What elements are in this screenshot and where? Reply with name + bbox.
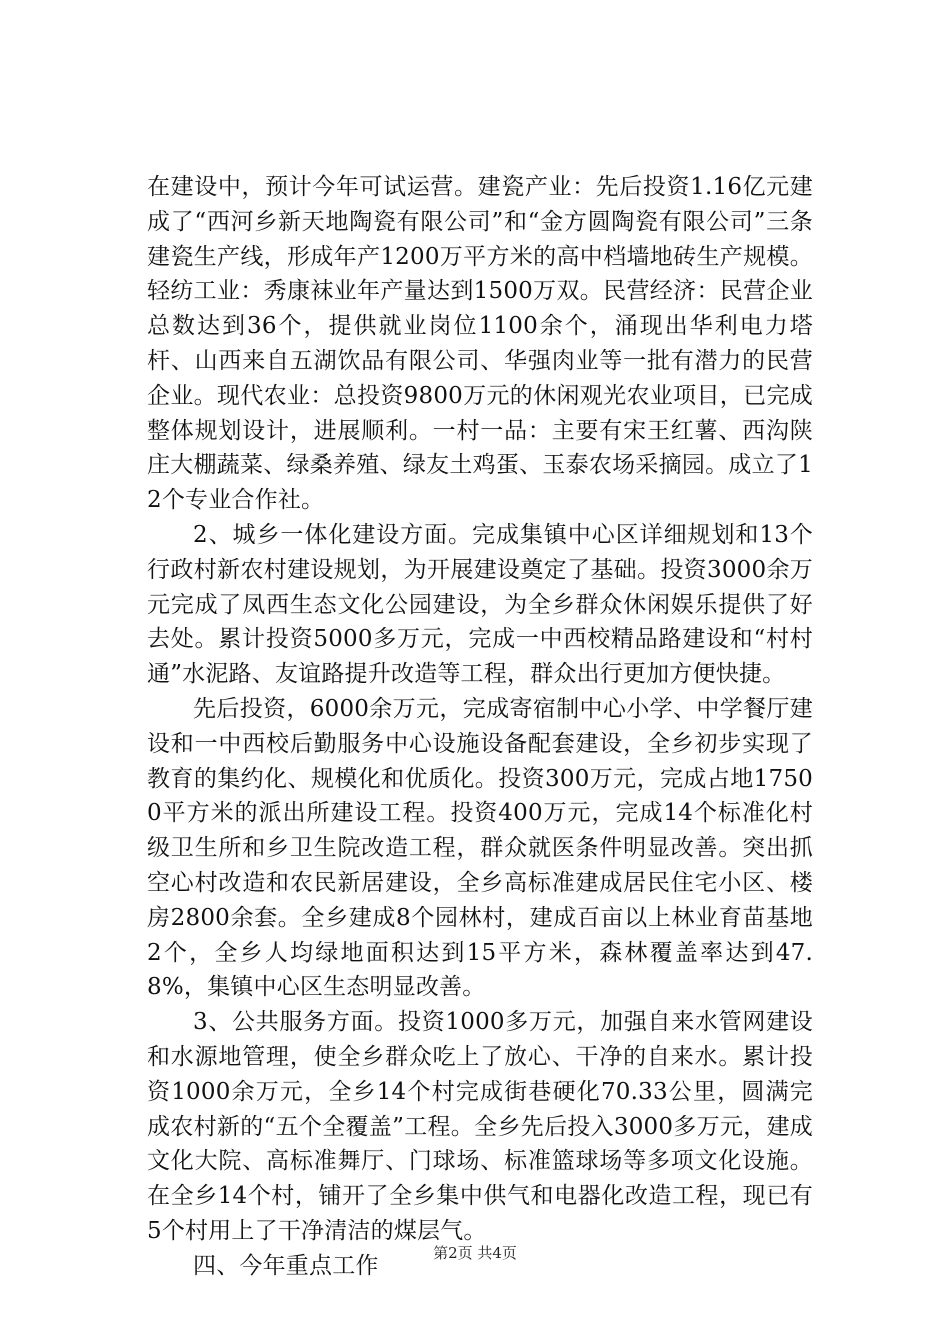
paragraph-urban-rural-integration: 2、城乡一体化建设方面。完成集镇中心区详细规划和13个行政村新农村建设规划，为开展建设奠定了基础。投资3000余万元完成了凤西生态文化公园建设，为全乡群众休闲娱乐提供了好去处。累计投资5000多万元，完成一中西校精品路建设和“村村通”水泥路、友谊路提升改造等工程，群众出行更加方便快捷。	[147, 521, 813, 688]
paragraph-education-health-housing: 先后投资，6000余万元，完成寄宿制中心小学、中学餐厅建设和一中西校后勤服务中心设施设备配套建设，全乡初步实现了教育的集约化、规模化和优质化。投资300万元，完成占地17500平方米的派出所建设工程。投资400万元，完成14个标准化村级卫生所和乡卫生院改造工程，群众就医条件明显改善。突出抓空心村改造和农民新居建设，全乡高标准建成居民住宅小区、楼房2800余套。全乡建成8个园林村，建成百亩以上林业育苗基地2个，全乡人均绿地面积达到15平方米，森林覆盖率达到47.8%，集镇中心区生态明显改善。	[147, 695, 813, 1001]
page-number-footer: 第2页 共4页	[433, 1244, 517, 1262]
section-heading-key-work: 四、今年重点工作	[193, 1252, 379, 1279]
paragraph-public-services: 3、公共服务方面。投资1000多万元，加强自来水管网建设和水源地管理，使全乡群众吃上了放心、干净的自来水。累计投资1000余万元，全乡14个村完成街巷硬化70.33公里，圆满完成农村新的“五个全覆盖”工程。全乡先后投入3000多万元，建成文化大院、高标准舞厅、门球场、标准篮球场等多项文化设施。在全乡14个村，铺开了全乡集中供气和电器化改造工程，现已有5个村用上了干净清洁的煤层气。	[147, 1009, 813, 1244]
paragraph-industry-overview: 在建设中，预计今年可试运营。建瓷产业：先后投资1.16亿元建成了“西河乡新天地陶瓷有限公司”和“金方圆陶瓷有限公司”三条建瓷生产线，形成年产1200万平方米的高中档墙地砖生产规模。轻纺工业：秀康袜业年产量达到1500万双。民营经济：民营企业总数达到36个，提供就业岗位1100余个，涌现出华利电力塔杆、山西来自五湖饮品有限公司、华强肉业等一批有潜力的民营企业。现代农业：总投资9800万元的休闲观光农业项目，已完成整体规划设计，进展顺利。一村一品：主要有宋王红薯、西沟陕庄大棚蔬菜、绿桑养殖、绿友土鸡蛋、玉泰农场采摘园。成立了12个专业合作社。	[147, 174, 813, 514]
document-body	[147, 170, 813, 1284]
